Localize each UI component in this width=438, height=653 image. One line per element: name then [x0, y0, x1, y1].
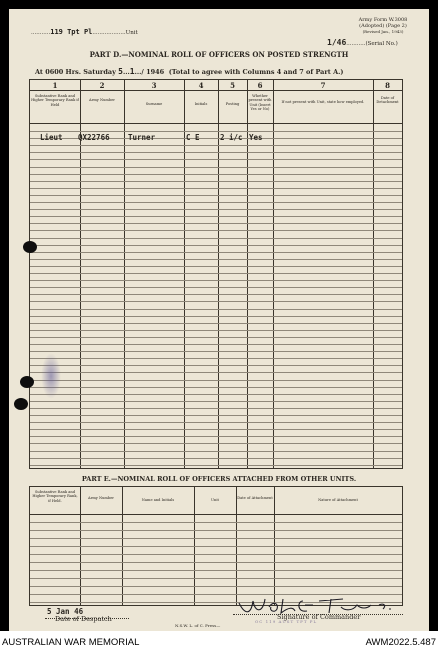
- at-hours-text: At 0600 Hrs. Saturday: [35, 68, 116, 76]
- row-rule: [30, 522, 402, 523]
- form-number: Army Form W.3008: [358, 17, 408, 23]
- col-num-2: 2: [99, 81, 105, 90]
- col-num-7: 7: [320, 81, 326, 90]
- row-rule: [30, 238, 402, 239]
- row-rule: [30, 465, 402, 466]
- row-rule: [30, 387, 402, 388]
- entry-initials: C E: [186, 133, 200, 142]
- row-rule: [30, 337, 402, 338]
- form-adopted: (Adopted) (Page 2): [359, 23, 407, 29]
- unit-name: 119 Tpt Pl: [50, 28, 93, 36]
- row-rule: [30, 436, 402, 437]
- unit-suffix: ...................Unit: [92, 30, 138, 36]
- e-header-rank: Substantive Rank and Higher Temporary Rank, if Held.: [32, 490, 78, 503]
- row-rule: [30, 216, 402, 217]
- punch-hole: [20, 376, 34, 388]
- row-rule: [30, 578, 402, 579]
- part-d-title: PART D.—NOMINAL ROLL OF OFFICERS ON POSTED STRENGTH: [89, 50, 349, 59]
- unit-stamp: OC 119 AUST TPT PL: [255, 619, 318, 624]
- date-day: 5: [118, 67, 123, 76]
- row-rule: [30, 546, 402, 547]
- row-rule: [30, 429, 402, 430]
- archive-footer: [0, 631, 438, 653]
- row-rule: [30, 181, 402, 182]
- row-rule: [30, 554, 402, 555]
- row-rule: [30, 458, 402, 459]
- col-num-3: 3: [151, 81, 157, 90]
- row-rule: [30, 380, 402, 381]
- row-rule: [30, 586, 402, 587]
- row-rule: [30, 570, 402, 571]
- row-rule: [30, 167, 402, 168]
- part-d-table: [29, 79, 403, 469]
- row-rule: [30, 252, 402, 253]
- row-rule: [30, 294, 402, 295]
- part-e-table: [29, 486, 403, 606]
- row-rule: [30, 152, 402, 153]
- row-rule: [30, 365, 402, 366]
- header-initials: Initials: [194, 102, 208, 106]
- row-rule: [30, 562, 402, 563]
- e-header-unit: Unit: [211, 498, 219, 502]
- col-num-4: 4: [198, 81, 204, 90]
- part-e-title: PART E.—NOMINAL ROLL OF OFFICERS ATTACHED FROM OTHER UNITS.: [81, 475, 357, 483]
- row-rule: [30, 230, 402, 231]
- date-year: 1946: [146, 68, 165, 76]
- header-army-number: Army Number: [89, 98, 115, 102]
- col-num-1: 1: [52, 81, 58, 90]
- date-month: 1: [129, 67, 135, 76]
- row-rule: [30, 330, 402, 331]
- e-header-name: Name and Initials: [141, 498, 175, 502]
- ink-stain: [41, 353, 61, 399]
- form-page: [9, 9, 429, 631]
- punch-hole: [23, 241, 37, 253]
- row-rule: [30, 530, 402, 531]
- entry-posting: 2 i/c: [220, 133, 243, 142]
- form-revised: (Revised Jan., 1943): [362, 29, 404, 34]
- form-id-block: [343, 17, 423, 34]
- row-rule: [30, 309, 402, 310]
- row-rule: [30, 195, 402, 196]
- row-rule: [30, 323, 402, 324]
- row-rule: [30, 451, 402, 452]
- entry-rank: Lieut: [40, 133, 63, 142]
- row-rule: [30, 351, 402, 352]
- archive-accession: AWM2022.5.487: [365, 637, 436, 648]
- row-rule: [30, 209, 402, 210]
- archive-name: AUSTRALIAN WAR MEMORIAL: [2, 637, 140, 648]
- total-note: (Total to agree with Columns 4 and 7 of Part A.): [168, 68, 344, 76]
- unit-line: [31, 28, 138, 36]
- row-rule: [30, 188, 402, 189]
- header-detachment-date: Date of Detachment: [376, 96, 399, 105]
- serial-value: 1/46: [327, 38, 347, 47]
- row-rule: [30, 280, 402, 281]
- e-header-nature: Nature of Attachment: [318, 498, 358, 502]
- punch-hole: [14, 398, 28, 410]
- header-how-employed: If not present with Unit, state how employed.: [281, 100, 365, 104]
- row-rule: [30, 273, 402, 274]
- header-surname: Surname: [145, 102, 163, 106]
- entry-army-number: QX22766: [78, 133, 110, 142]
- row-rule: [30, 401, 402, 402]
- row-rule: [30, 223, 402, 224]
- header-rank: Substantive Rank and Higher Temporary Rank if Held: [31, 94, 79, 107]
- header-present: Whether present with Unit (Insert Yes or No): [248, 94, 272, 111]
- row-rule: [30, 415, 402, 416]
- col-num-8: 8: [385, 81, 390, 90]
- col-num-5: 5: [230, 81, 235, 90]
- row-rule: [30, 245, 402, 246]
- row-rule: [30, 159, 402, 160]
- row-rule: [30, 344, 402, 345]
- part-d-date-line: At 0600 Hrs. Saturday 5...1.../ 1946 (Total to agree with Columns 4 and 7 of Part A.): [35, 67, 344, 76]
- row-rule: [30, 358, 402, 359]
- printer-imprint: N.S.W. L. of C. Press—: [175, 623, 221, 628]
- despatch-date: 5 Jan 46: [47, 607, 84, 616]
- row-rule: [30, 443, 402, 444]
- serial-label: ...........(Serial No.): [346, 41, 398, 47]
- signature-label: Signature of Commander: [277, 613, 361, 621]
- row-rule: [30, 202, 402, 203]
- e-header-army-number: Army Number: [88, 496, 114, 500]
- despatch-label: Date of Despatch: [55, 615, 112, 623]
- row-rule: [30, 301, 402, 302]
- serial-line: [327, 38, 398, 47]
- row-rule: [30, 316, 402, 317]
- unit-prefix: ...........: [31, 30, 51, 36]
- row-rule: [30, 538, 402, 539]
- row-rule: [30, 266, 402, 267]
- row-rule: [30, 394, 402, 395]
- row-rule: [30, 422, 402, 423]
- row-rule: [30, 174, 402, 175]
- row-rule: [30, 145, 402, 146]
- row-rule: [30, 287, 402, 288]
- row-rule: [30, 259, 402, 260]
- row-rule: [30, 372, 402, 373]
- header-posting: Posting: [225, 102, 240, 106]
- e-header-date-attachment: Date of Attachment: [237, 496, 273, 500]
- col-num-6: 6: [257, 81, 263, 90]
- row-rule: [30, 131, 402, 132]
- entry-present: Yes: [249, 133, 263, 142]
- entry-surname: Turner: [128, 133, 156, 142]
- row-rule: [30, 408, 402, 409]
